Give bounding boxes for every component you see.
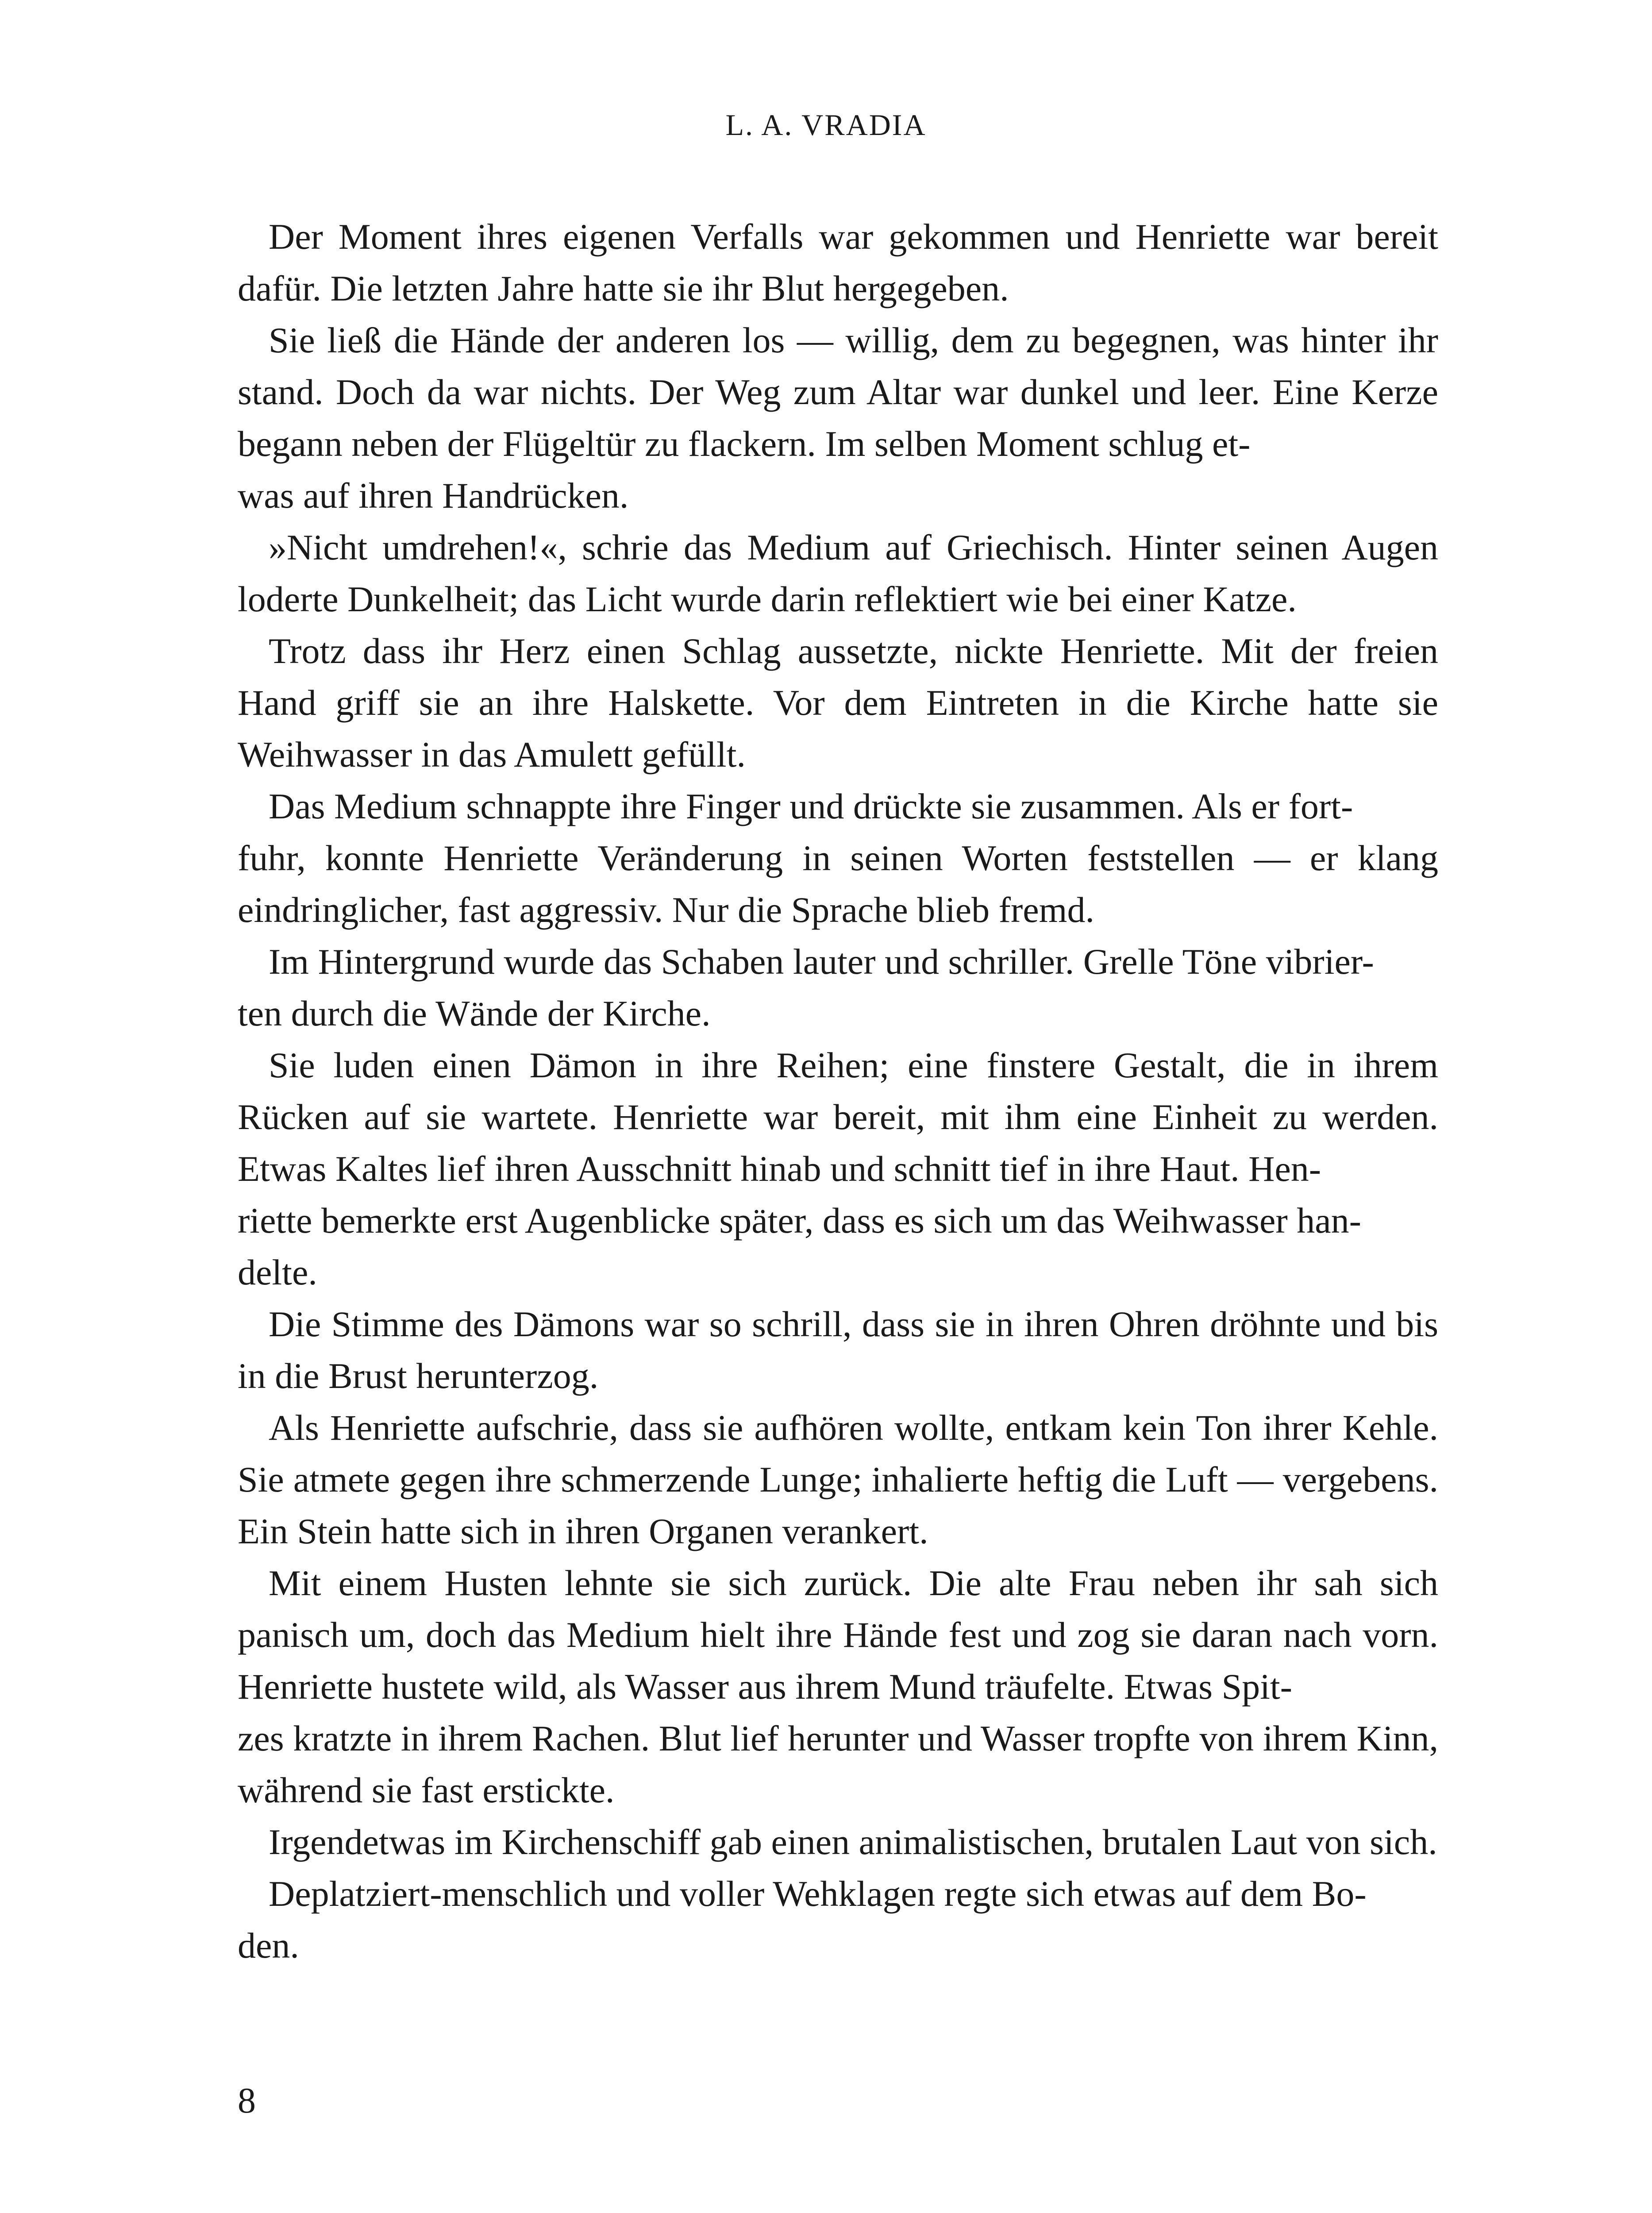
paragraph: Deplatziert-menschlich und voller Wehklagen regte sich etwas auf dem Bo- den. xyxy=(238,1874,1367,1966)
page-number: 8 xyxy=(238,2080,256,2120)
paragraph: Die Stimme des Dämons war so schrill, dass sie in ihren Ohren dröhnte und bis in die Brust herunterzog. xyxy=(238,1304,1438,1396)
body-text xyxy=(238,211,1438,1971)
running-head-author: L. A. VRADIA xyxy=(725,108,927,142)
paragraph: Im Hintergrund wurde das Schaben lauter und schriller. Grelle Töne vibrier- ten durch die Wände der Kirche. xyxy=(238,941,1374,1033)
paragraph: Das Medium schnappte ihre Finger und drückte sie zusammen. Als er fort- fuhr, konnte Henriette Veränderung in seinen Worten feststellen — er klang eindringlicher, fast aggressiv. Nur die Sprache blieb fremd. xyxy=(238,786,1438,930)
paragraph: Als Henriette aufschrie, dass sie aufhören wollte, entkam kein Ton ihrer Kehle. Sie atmete gegen ihre schmerzende Lunge; inhalierte heftig die Luft — vergebens. Ein Stein hatte sich in ihren Organen verankert. xyxy=(238,1407,1438,1551)
paragraph: Sie luden einen Dämon in ihre Reihen; eine finstere Gestalt, die in ihrem Rücken auf sie wartete. Henriette war bereit, mit ihm eine Einheit zu werden. Etwas Kaltes lief ihren Ausschnitt hinab und schnitt tief in ihre Haut. Hen- riette bemerkte erst Augenblicke später, dass es sich um das Weihwasser han- delte. xyxy=(238,1045,1438,1292)
paragraph: Trotz dass ihr Herz einen Schlag aussetzte, nickte Henriette. Mit der freien Hand griff sie an ihre Halskette. Vor dem Eintreten in die Kirche hatte sie Weihwasser in das Amulett gefüllt. xyxy=(238,631,1438,775)
paragraph: Der Moment ihres eigenen Verfalls war gekommen und Henriette war bereit dafür. Die letzten Jahre hatte sie ihr Blut hergegeben. xyxy=(238,216,1438,308)
paragraph: Irgendetwas im Kirchenschiff gab einen animalistischen, brutalen Laut von sich. xyxy=(269,1822,1437,1862)
paragraph: »Nicht umdrehen!«, schrie das Medium auf Griechisch. Hinter seinen Augen loderte Dunkelheit; das Licht wurde darin reflektiert wie bei einer Katze. xyxy=(238,527,1438,619)
paragraph: Sie ließ die Hände der anderen los — willig, dem zu begegnen, was hinter ihr stand. Doch da war nichts. Der Weg zum Altar war dunkel und leer. Eine Kerze begann neben der Flügeltür zu flackern. Im selben Moment schlug et- was auf ihren Handrücken. xyxy=(238,320,1438,516)
paragraph: Mit einem Husten lehnte sie sich zurück. Die alte Frau neben ihr sah sich panisch um, doch das Medium hielt ihre Hände fest und zog sie daran nach vorn. Henriette hustete wild, als Wasser aus ihrem Mund träufelte. Etwas Spit- zes kratzte in ihrem Rachen. Blut lief herunter und Wasser tropfte von ihrem Kinn, während sie fast erstickte. xyxy=(238,1563,1439,1810)
